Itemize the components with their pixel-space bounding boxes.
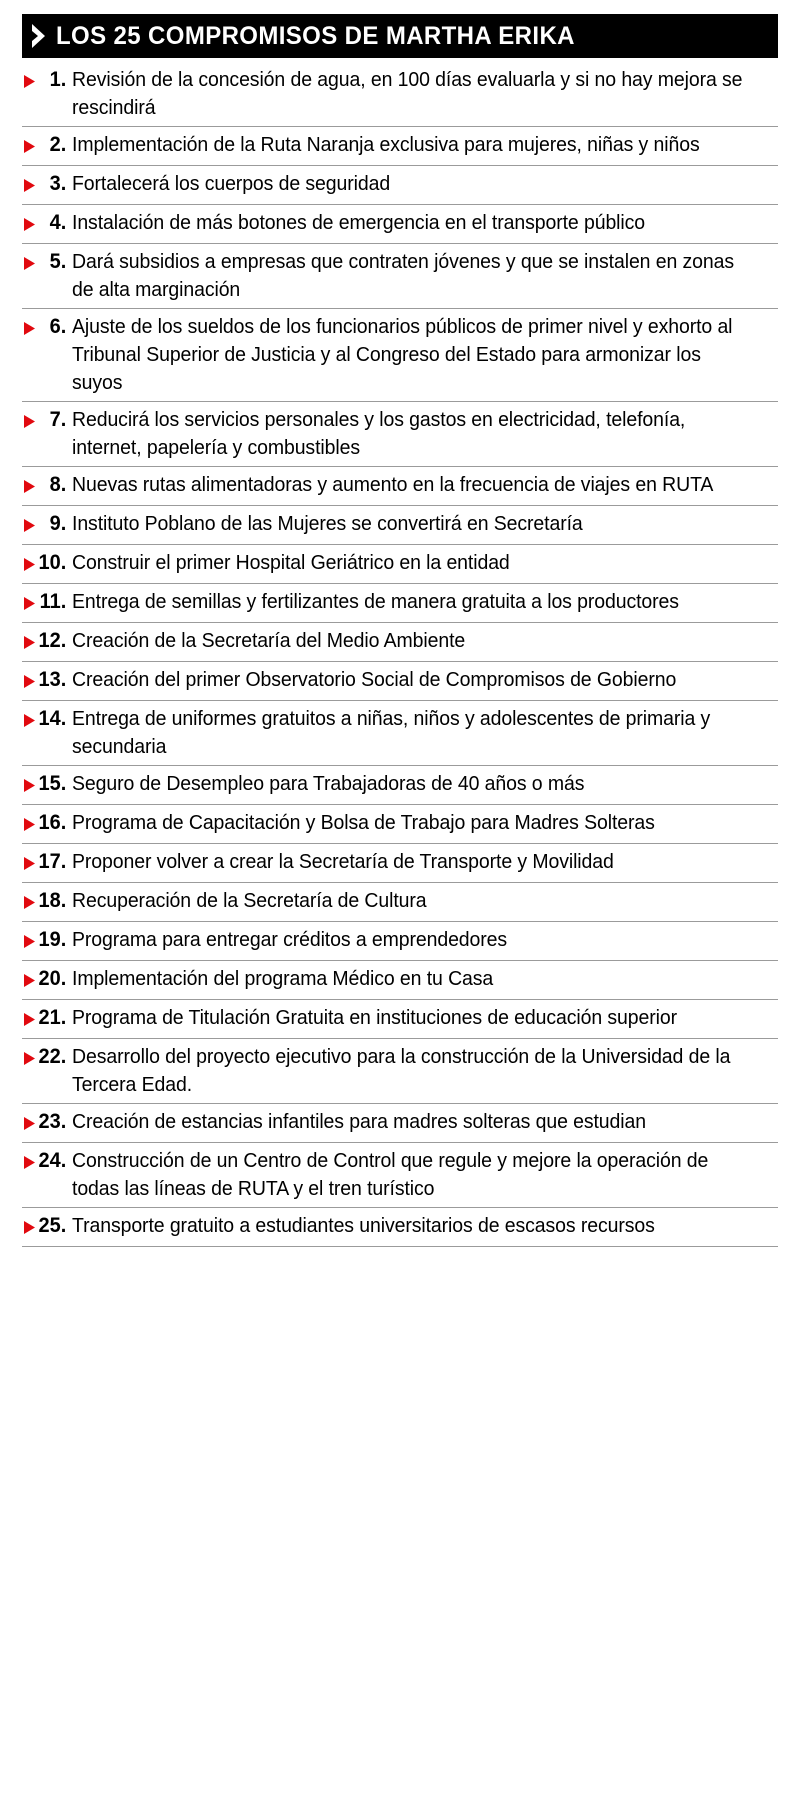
list-item: [22, 961, 778, 1000]
list-item-number: 3.: [49, 172, 67, 195]
list-item: [22, 1208, 778, 1247]
list-item-number: 14.: [38, 707, 67, 730]
triangle-right-icon: [22, 627, 36, 649]
list-item-text: Proponer volver a crear la Secretaría de Transporte y Movilidad: [72, 850, 614, 873]
list-item-number: 11.: [39, 590, 67, 613]
list-item-number: 17.: [38, 850, 67, 873]
list-item: [22, 922, 778, 961]
triangle-right-icon: [22, 705, 36, 727]
list-item-text: Construcción de un Centro de Control que regule y mejore la operación de todas las líneas de RUTA y el tren turístico: [72, 1149, 709, 1200]
page-title: LOS 25 COMPROMISOS DE MARTHA ERIKA: [56, 21, 575, 50]
list-item-text: Seguro de Desempleo para Trabajadoras de 40 años o más: [72, 772, 585, 795]
list-item-number: 7.: [49, 408, 67, 431]
triangle-right-icon: [22, 1147, 36, 1169]
list-item-number: 5.: [49, 250, 67, 273]
list-item-text: Creación del primer Observatorio Social de Compromisos de Gobierno: [72, 668, 677, 691]
triangle-right-icon: [22, 131, 36, 153]
list-item-number: 22.: [38, 1045, 67, 1068]
list-item: [22, 1104, 778, 1143]
list-item-number: 21.: [38, 1006, 67, 1029]
triangle-right-icon: [22, 1043, 36, 1065]
list-item: [22, 844, 778, 883]
triangle-right-icon: [22, 666, 36, 688]
list-item: [22, 62, 778, 127]
list-item: [22, 662, 778, 701]
list-item: [22, 467, 778, 506]
list-item-number: 20.: [38, 967, 67, 990]
list-item-number: 9.: [49, 512, 67, 535]
list-item: [22, 1143, 778, 1208]
list-item-text: Programa de Capacitación y Bolsa de Trabajo para Madres Solteras: [72, 811, 655, 834]
list-item: [22, 205, 778, 244]
list-item-number: 1.: [49, 68, 67, 91]
triangle-right-icon: [22, 1004, 36, 1026]
list-item: [22, 623, 778, 662]
triangle-right-icon: [22, 809, 36, 831]
list-item: [22, 584, 778, 623]
list-item-number: 18.: [38, 889, 67, 912]
list-item-text: Nuevas rutas alimentadoras y aumento en la frecuencia de viajes en RUTA: [72, 473, 714, 496]
triangle-right-icon: [22, 471, 36, 493]
commitments-list: [22, 62, 778, 1247]
list-item: [22, 545, 778, 584]
list-item-number: 16.: [38, 811, 67, 834]
list-item-text: Desarrollo del proyecto ejecutivo para la construcción de la Universidad de la Tercera Edad.: [72, 1045, 731, 1096]
list-item-text: Implementación del programa Médico en tu Casa: [72, 967, 494, 990]
list-item: [22, 1000, 778, 1039]
list-item-number: 6.: [49, 315, 67, 338]
list-item: [22, 127, 778, 166]
triangle-right-icon: [22, 1108, 36, 1130]
list-item-text: Recuperación de la Secretaría de Cultura: [72, 889, 427, 912]
list-item-number: 12.: [38, 629, 67, 652]
list-item-text: Programa para entregar créditos a emprendedores: [72, 928, 508, 951]
list-item-number: 25.: [38, 1214, 67, 1237]
list-item-text: Ajuste de los sueldos de los funcionarios públicos de primer nivel y exhorto al Tribunal Superior de Justicia y al Congreso del Estado para armonizar los suyos: [72, 315, 733, 394]
list-item-number: 24.: [38, 1149, 67, 1172]
triangle-right-icon: [22, 965, 36, 987]
list-item: [22, 805, 778, 844]
triangle-right-icon: [22, 770, 36, 792]
list-item: [22, 166, 778, 205]
list-item-number: 8.: [49, 473, 67, 496]
list-item-number: 15.: [38, 772, 67, 795]
list-item: [22, 1039, 778, 1104]
triangle-right-icon: [22, 248, 36, 270]
list-item-text: Dará subsidios a empresas que contraten jóvenes y que se instalen en zonas de alta marginación: [72, 250, 735, 301]
triangle-right-icon: [22, 406, 36, 428]
list-item-text: Instalación de más botones de emergencia en el transporte público: [72, 211, 646, 234]
triangle-right-icon: [22, 209, 36, 231]
list-item: [22, 883, 778, 922]
list-item-number: 4.: [49, 211, 67, 234]
list-item-text: Revisión de la concesión de agua, en 100 días evaluarla y si no hay mejora se rescindirá: [72, 68, 743, 119]
triangle-right-icon: [22, 887, 36, 909]
triangle-right-icon: [22, 66, 36, 88]
list-item-number: 19.: [38, 928, 67, 951]
list-item-text: Programa de Titulación Gratuita en instituciones de educación superior: [72, 1006, 678, 1029]
list-item-number: 23.: [38, 1110, 67, 1133]
triangle-right-icon: [22, 1212, 36, 1234]
list-item: [22, 506, 778, 545]
list-item-text: Fortalecerá los cuerpos de seguridad: [72, 172, 391, 195]
list-item-text: Creación de la Secretaría del Medio Ambiente: [72, 629, 466, 652]
triangle-right-icon: [22, 170, 36, 192]
list-item-number: 2.: [49, 133, 67, 156]
chevron-right-icon: [22, 14, 56, 58]
triangle-right-icon: [22, 848, 36, 870]
list-item-text: Construir el primer Hospital Geriátrico en la entidad: [72, 551, 510, 574]
list-item-text: Implementación de la Ruta Naranja exclusiva para mujeres, niñas y niños: [72, 133, 700, 156]
list-item-text: Transporte gratuito a estudiantes universitarios de escasos recursos: [72, 1214, 655, 1237]
list-item-number: 10.: [38, 551, 67, 574]
list-item: [22, 766, 778, 805]
triangle-right-icon: [22, 926, 36, 948]
list-item: [22, 309, 778, 402]
list-item: [22, 402, 778, 467]
triangle-right-icon: [22, 313, 36, 335]
triangle-right-icon: [22, 549, 36, 571]
triangle-right-icon: [22, 510, 36, 532]
triangle-right-icon: [22, 588, 36, 610]
header-bar: [22, 14, 778, 58]
list-item-text: Instituto Poblano de las Mujeres se convertirá en Secretaría: [72, 512, 583, 535]
list-item-text: Entrega de semillas y fertilizantes de manera gratuita a los productores: [72, 590, 679, 613]
list-item-number: 13.: [38, 668, 67, 691]
list-item-text: Reducirá los servicios personales y los gastos en electricidad, telefonía, internet, papelería y combustibles: [72, 408, 686, 459]
list-item-text: Entrega de uniformes gratuitos a niñas, niños y adolescentes de primaria y secundaria: [72, 707, 711, 758]
list-item-text: Creación de estancias infantiles para madres solteras que estudian: [72, 1110, 646, 1133]
list-item: [22, 701, 778, 766]
list-item: [22, 244, 778, 309]
